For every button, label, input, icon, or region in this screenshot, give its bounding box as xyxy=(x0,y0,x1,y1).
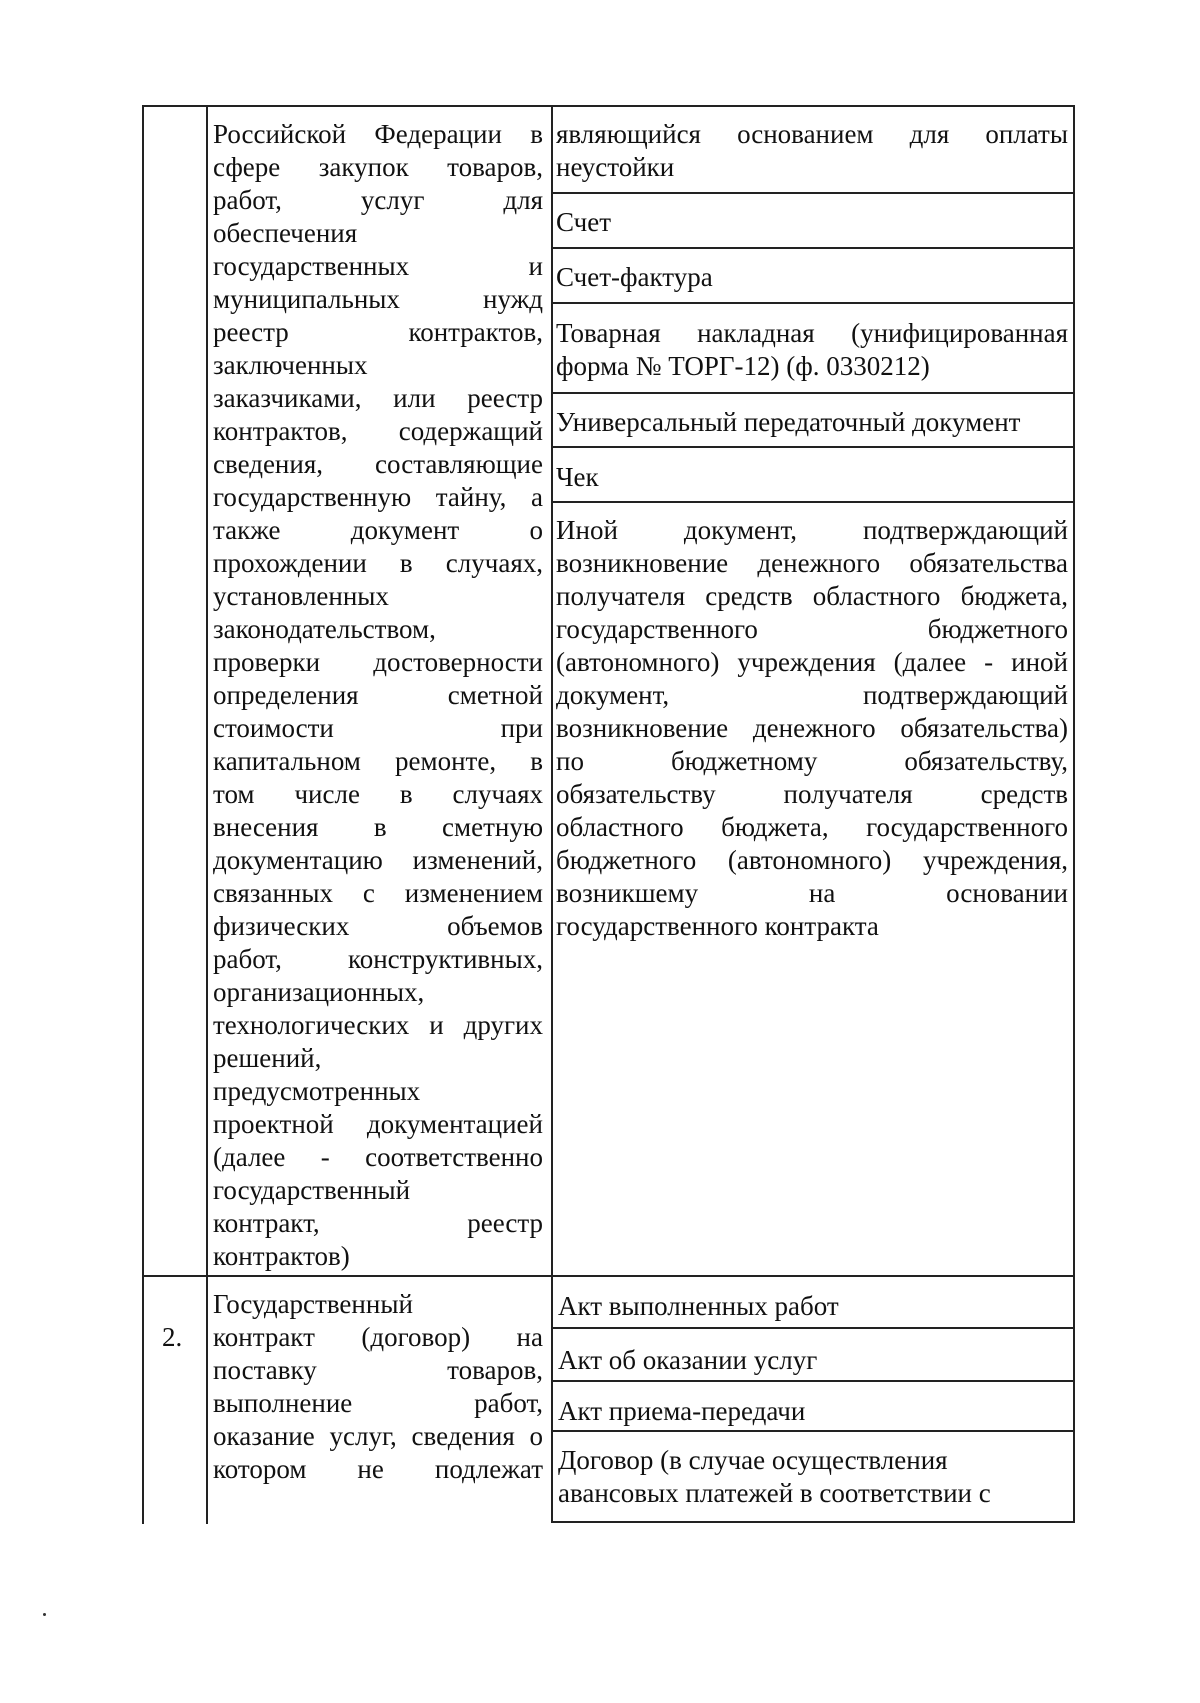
text-line: обязательству получателя средств xyxy=(556,779,1068,809)
scan-speck xyxy=(43,1613,46,1616)
text-line: контрактов) xyxy=(213,1241,350,1271)
text-line: документацию изменений, xyxy=(213,845,543,875)
text-line: установленных xyxy=(213,581,389,611)
text-line: проектной документацией xyxy=(213,1109,543,1139)
doc-divider xyxy=(551,1380,1075,1382)
row-number: 2. xyxy=(162,1322,183,1352)
doc-divider xyxy=(551,302,1075,304)
text-line: государственных и xyxy=(213,251,543,281)
doc-divider xyxy=(551,192,1075,194)
doc-item-services-act: Акт об оказании услуг xyxy=(558,1345,818,1375)
text-line: государственного бюджетного xyxy=(556,614,1068,644)
text-line: документ, подтверждающий xyxy=(556,680,1068,710)
table-border-bottom-partial xyxy=(551,1521,1075,1523)
text-line: поставку товаров, xyxy=(213,1355,543,1385)
text-line: Иной документ, подтверждающий xyxy=(556,515,1068,545)
text-line: контракт, реестр xyxy=(213,1208,543,1238)
text-line: возникновение денежного обязательства xyxy=(556,548,1068,578)
text-line: получателя средств областного бюджета, xyxy=(556,581,1068,611)
text-line: капитальном ремонте, в xyxy=(213,746,543,776)
doc-divider xyxy=(551,1430,1075,1432)
table-column-divider-2 xyxy=(551,105,553,1523)
text-line: внесения в сметную xyxy=(213,812,543,842)
text-line: сведения, составляющие xyxy=(213,449,543,479)
text-line: бюджетного (автономного) учреждения, xyxy=(556,845,1068,875)
doc-item-invoice: Счет xyxy=(556,207,612,237)
text-line: по бюджетному обязательству, xyxy=(556,746,1068,776)
text-line: прохождении в случаях, xyxy=(213,548,543,578)
text-line: определения сметной xyxy=(213,680,543,710)
text-line: работ, конструктивных, xyxy=(213,944,543,974)
doc-item-work-completion-act: Акт выполненных работ xyxy=(558,1291,839,1321)
text-line: (автономного) учреждения (далее - иной xyxy=(556,647,1068,677)
text-line: котором не подлежат xyxy=(213,1454,543,1484)
text-line: контракт (договор) на xyxy=(213,1322,543,1352)
text-line: обеспечения xyxy=(213,218,358,248)
text-line: являющийся основанием для оплаты xyxy=(556,119,1068,149)
text-line: реестр контрактов, xyxy=(213,317,543,347)
text-line: законодательством, xyxy=(213,614,436,644)
doc-item-waybill xyxy=(556,317,1068,383)
doc-divider xyxy=(551,446,1075,448)
text-line: связанных с изменением xyxy=(213,878,543,908)
text-line: возникновение денежного обязательства) xyxy=(556,713,1068,743)
text-line: предусмотренных xyxy=(213,1076,421,1106)
table-border-right xyxy=(1073,105,1075,1523)
doc-divider xyxy=(551,392,1075,394)
doc-divider xyxy=(551,501,1075,503)
text-line: выполнение работ, xyxy=(213,1388,543,1418)
text-line: Российской Федерации в xyxy=(213,119,543,149)
table-column-divider-1 xyxy=(206,105,208,1524)
text-line: решений, xyxy=(213,1043,322,1073)
text-line: физических объемов xyxy=(213,911,543,941)
text-line: заказчиками, или реестр xyxy=(213,383,543,413)
text-line: государственного контракта xyxy=(556,911,879,941)
doc-item-contract-advance xyxy=(558,1444,1068,1510)
text-line: контрактов, содержащий xyxy=(213,416,543,446)
text-line: том числе в случаях xyxy=(213,779,543,809)
text-line: авансовых платежей в соответствии с xyxy=(558,1478,991,1508)
text-line: государственный xyxy=(213,1175,411,1205)
text-line: оказание услуг, сведения о xyxy=(213,1421,543,1451)
text-line: технологических и других xyxy=(213,1010,543,1040)
doc-item-transfer-act: Акт приема-передачи xyxy=(558,1396,806,1426)
text-line: Государственный xyxy=(213,1289,413,1319)
text-line: областного бюджета, государственного xyxy=(556,812,1068,842)
text-line: работ, услуг для xyxy=(213,185,543,215)
text-line: (далее - соответственно xyxy=(213,1142,543,1172)
text-line: организационных, xyxy=(213,977,425,1007)
doc-item-penalty-basis xyxy=(556,118,1068,184)
row2-description xyxy=(213,1288,543,1486)
table-border-left xyxy=(142,105,144,1524)
doc-item-universal-transfer-doc: Универсальный передаточный документ xyxy=(556,407,1021,437)
doc-divider xyxy=(551,1327,1075,1329)
text-line: заключенных xyxy=(213,350,368,380)
text-line: проверки достоверности xyxy=(213,647,543,677)
text-line: муниципальных нужд xyxy=(213,284,543,314)
text-line: сфере закупок товаров, xyxy=(213,152,543,182)
row-divider xyxy=(142,1275,1075,1277)
doc-item-other-document xyxy=(556,514,1068,943)
text-line: форма № ТОРГ-12) (ф. 0330212) xyxy=(556,351,930,381)
text-line: также документ о xyxy=(213,515,543,545)
doc-item-tax-invoice: Счет-фактура xyxy=(556,262,713,292)
text-line: возникшему на основании xyxy=(556,878,1068,908)
text-line: государственную тайну, а xyxy=(213,482,543,512)
doc-item-receipt: Чек xyxy=(556,462,599,492)
text-line: неустойки xyxy=(556,152,675,182)
text-line: Договор (в случае осуществления xyxy=(558,1445,948,1475)
row1-description xyxy=(213,118,543,1273)
text-line: стоимости при xyxy=(213,713,543,743)
doc-divider xyxy=(551,247,1075,249)
table-border-top xyxy=(142,105,1075,107)
text-line: Товарная накладная (унифицированная xyxy=(556,318,1068,348)
